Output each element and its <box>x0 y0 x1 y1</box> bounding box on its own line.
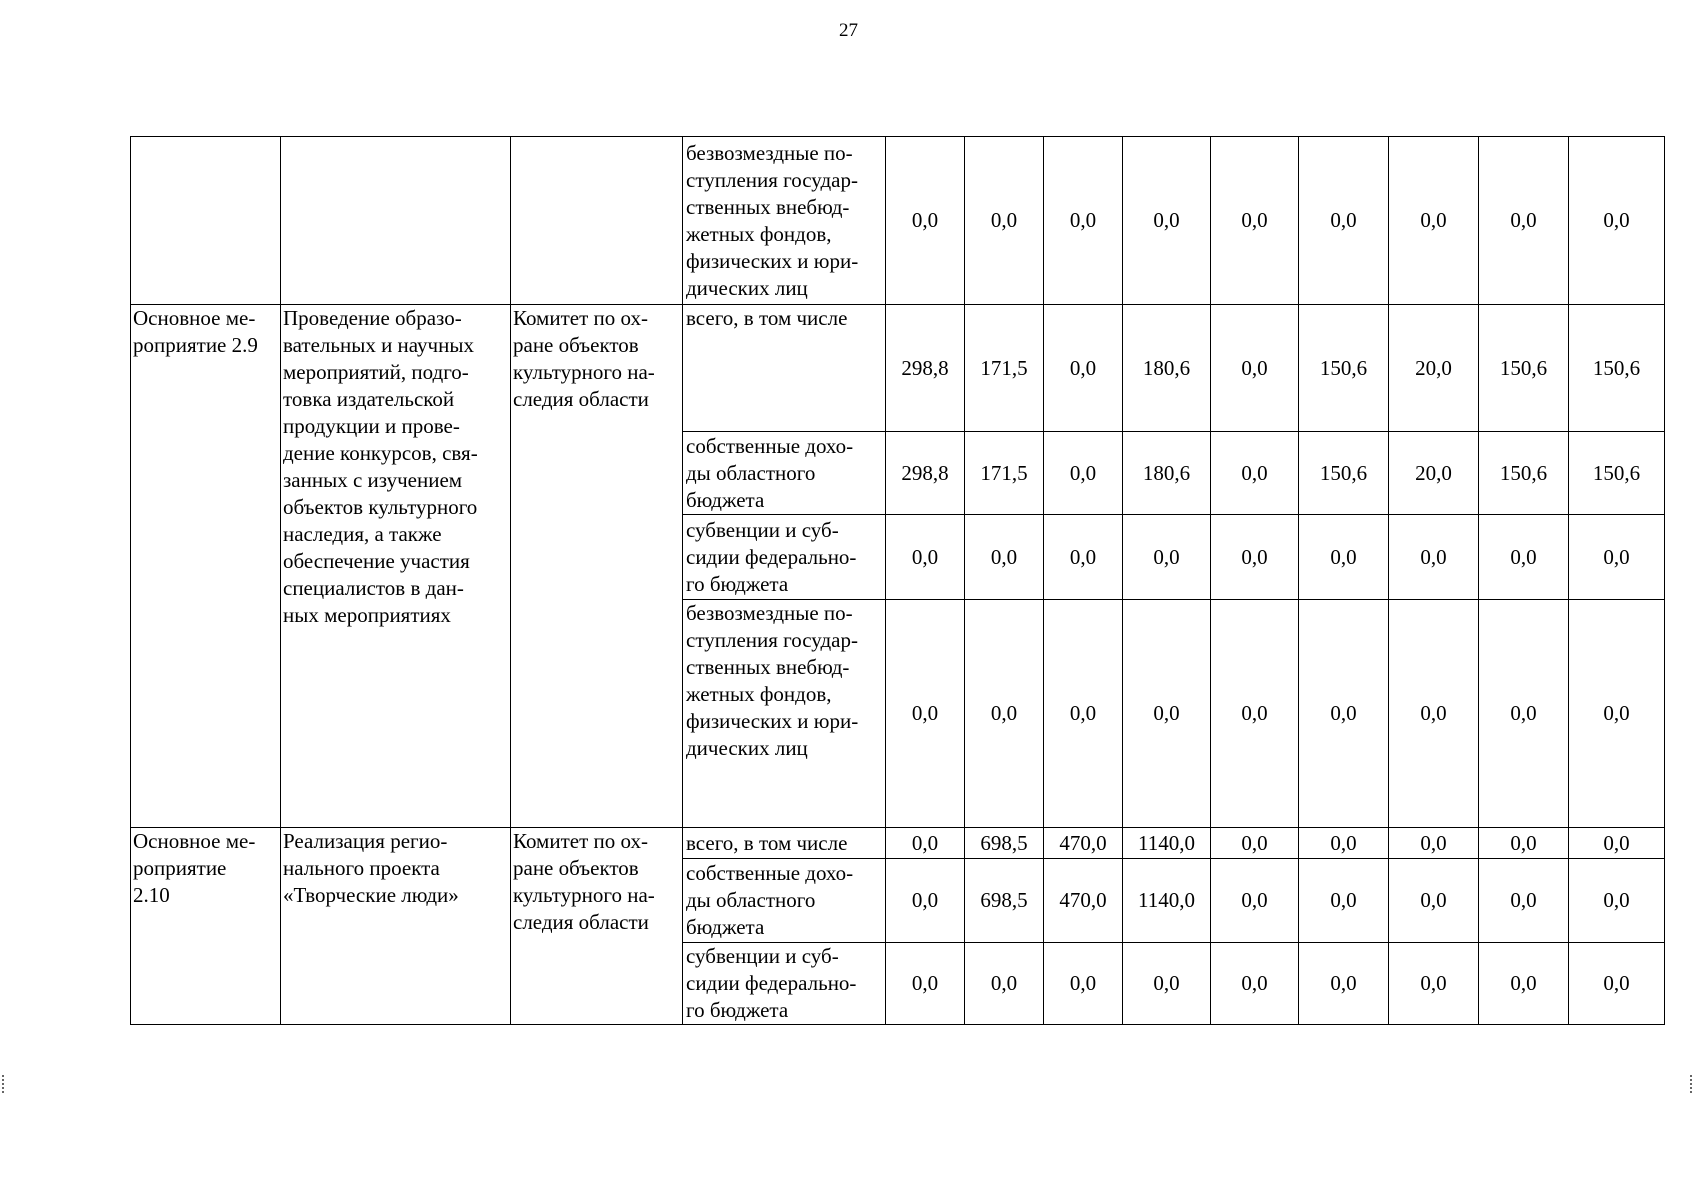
table-row <box>131 137 1665 305</box>
value-cell: 180,6 <box>1123 432 1211 515</box>
value-cell: 171,5 <box>965 305 1044 432</box>
value-cell: 0,0 <box>965 137 1044 305</box>
value-cell: 0,0 <box>1211 515 1299 600</box>
value-cell: 0,0 <box>965 515 1044 600</box>
executor-cell <box>511 137 683 305</box>
scan-edge-mark-right <box>1690 1075 1694 1093</box>
value-cell: 0,0 <box>1569 859 1665 943</box>
value-cell: 1140,0 <box>1123 859 1211 943</box>
value-cell: 0,0 <box>1389 859 1479 943</box>
value-cell: 0,0 <box>1299 859 1389 943</box>
funding-source-cell: субвенции и суб- сидии федерально- го бюджета <box>683 943 886 1025</box>
value-cell: 0,0 <box>1211 828 1299 859</box>
value-cell: 0,0 <box>1044 432 1123 515</box>
value-cell: 0,0 <box>1569 943 1665 1025</box>
value-cell: 0,0 <box>1299 600 1389 828</box>
value-cell: 0,0 <box>1299 828 1389 859</box>
value-cell: 0,0 <box>1479 828 1569 859</box>
value-cell: 0,0 <box>1389 137 1479 305</box>
funding-source-cell: безвозмездные по- ступления государ- ственных внебюд- жетных фондов, физических и юри- дических лиц <box>683 600 886 828</box>
value-cell: 698,5 <box>965 828 1044 859</box>
value-cell: 0,0 <box>1044 943 1123 1025</box>
value-cell: 171,5 <box>965 432 1044 515</box>
value-cell: 698,5 <box>965 859 1044 943</box>
value-cell: 0,0 <box>1299 943 1389 1025</box>
value-cell: 0,0 <box>1389 515 1479 600</box>
value-cell: 0,0 <box>1044 600 1123 828</box>
value-cell: 0,0 <box>1044 515 1123 600</box>
value-cell: 0,0 <box>1123 943 1211 1025</box>
value-cell: 0,0 <box>886 600 965 828</box>
value-cell: 0,0 <box>1211 137 1299 305</box>
description-cell <box>281 137 511 305</box>
value-cell: 0,0 <box>1389 600 1479 828</box>
value-cell: 20,0 <box>1389 432 1479 515</box>
funding-source-cell: всего, в том числе <box>683 828 886 859</box>
value-cell: 0,0 <box>1123 137 1211 305</box>
scan-edge-mark-left <box>2 1075 6 1093</box>
page-number: 27 <box>839 20 858 41</box>
funding-source-cell: всего, в том числе <box>683 305 886 432</box>
value-cell: 150,6 <box>1479 432 1569 515</box>
budget-table <box>130 136 1665 1025</box>
value-cell: 0,0 <box>1389 943 1479 1025</box>
value-cell: 0,0 <box>1569 600 1665 828</box>
value-cell: 0,0 <box>1123 515 1211 600</box>
value-cell: 180,6 <box>1123 305 1211 432</box>
value-cell: 0,0 <box>965 943 1044 1025</box>
table-row <box>131 828 1665 859</box>
table-row <box>131 305 1665 432</box>
value-cell: 0,0 <box>1479 137 1569 305</box>
executor-cell: Комитет по ох- ране объектов культурного на- следия области <box>511 305 683 828</box>
value-cell: 1140,0 <box>1123 828 1211 859</box>
value-cell: 0,0 <box>1211 600 1299 828</box>
value-cell: 150,6 <box>1299 305 1389 432</box>
value-cell: 150,6 <box>1479 305 1569 432</box>
executor-cell: Комитет по ох- ране объектов культурного на- следия области <box>511 828 683 1025</box>
activity-cell: Основное ме- роприятие 2.9 <box>131 305 281 828</box>
value-cell: 0,0 <box>1389 828 1479 859</box>
value-cell: 0,0 <box>1123 600 1211 828</box>
value-cell: 0,0 <box>1044 305 1123 432</box>
value-cell: 0,0 <box>1299 515 1389 600</box>
value-cell: 20,0 <box>1389 305 1479 432</box>
value-cell: 0,0 <box>1211 943 1299 1025</box>
funding-source-cell: субвенции и суб- сидии федерально- го бюджета <box>683 515 886 600</box>
value-cell: 470,0 <box>1044 828 1123 859</box>
funding-source-cell: безвозмездные по- ступления государ- ственных внебюд- жетных фондов, физических и юри- дических лиц <box>683 137 886 305</box>
value-cell: 0,0 <box>1044 137 1123 305</box>
value-cell: 470,0 <box>1044 859 1123 943</box>
value-cell: 150,6 <box>1569 432 1665 515</box>
value-cell: 0,0 <box>1211 859 1299 943</box>
value-cell: 298,8 <box>886 432 965 515</box>
value-cell: 0,0 <box>1299 137 1389 305</box>
value-cell: 0,0 <box>1211 432 1299 515</box>
activity-cell <box>131 137 281 305</box>
value-cell: 0,0 <box>886 859 965 943</box>
value-cell: 0,0 <box>886 515 965 600</box>
value-cell: 0,0 <box>1479 515 1569 600</box>
value-cell: 0,0 <box>1211 305 1299 432</box>
value-cell: 0,0 <box>1569 137 1665 305</box>
value-cell: 0,0 <box>1569 828 1665 859</box>
value-cell: 0,0 <box>886 943 965 1025</box>
value-cell: 0,0 <box>1479 600 1569 828</box>
activity-cell: Основное ме- роприятие 2.10 <box>131 828 281 1025</box>
description-cell: Проведение образо- вательных и научных мероприятий, подго- товка издательской продукции и прове- дение конкурсов, свя- занных с изучением объектов культурного наследия, а также обеспечение участия специалистов в дан- ных мероприятиях <box>281 305 511 828</box>
value-cell: 0,0 <box>1479 943 1569 1025</box>
value-cell: 0,0 <box>965 600 1044 828</box>
value-cell: 298,8 <box>886 305 965 432</box>
value-cell: 0,0 <box>886 828 965 859</box>
funding-source-cell: собственные дохо- ды областного бюджета <box>683 432 886 515</box>
value-cell: 0,0 <box>1569 515 1665 600</box>
value-cell: 150,6 <box>1569 305 1665 432</box>
description-cell: Реализация регио- нального проекта «Творческие люди» <box>281 828 511 1025</box>
value-cell: 150,6 <box>1299 432 1389 515</box>
value-cell: 0,0 <box>886 137 965 305</box>
funding-source-cell: собственные дохо- ды областного бюджета <box>683 859 886 943</box>
value-cell: 0,0 <box>1479 859 1569 943</box>
